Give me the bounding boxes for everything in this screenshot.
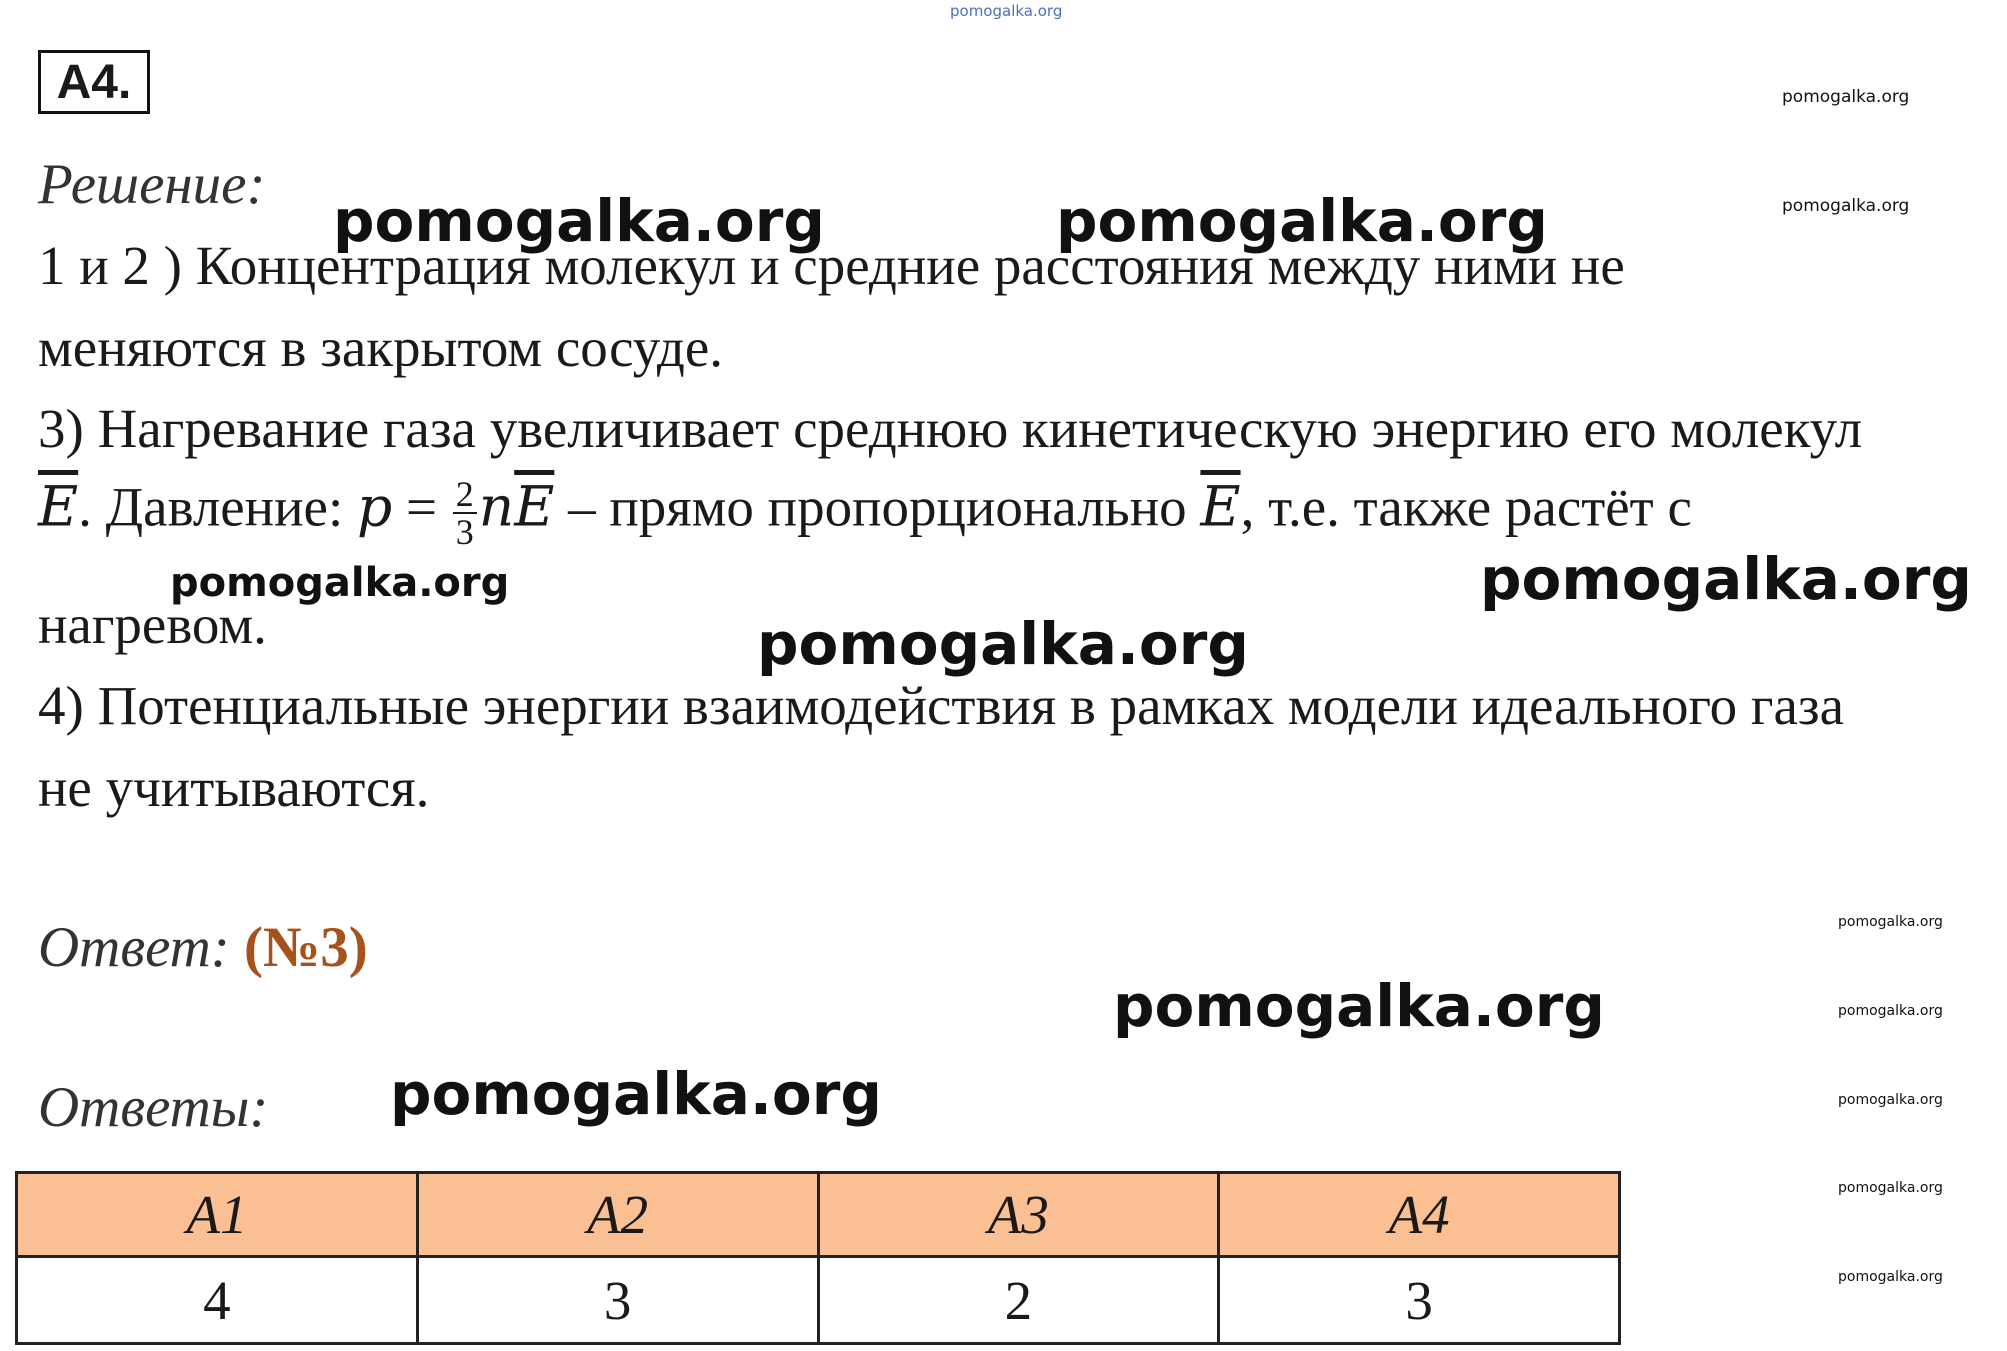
solution-line-4 [38,476,1692,550]
energy-symbol: $\overline{E}$ [38,474,79,539]
task-label: A4. [38,50,150,114]
fraction-denominator: 3 [455,512,474,552]
solution-line-7: не учитываются. [38,757,430,818]
watermark: pomogalka.org [1782,87,1910,107]
answer-line: Ответ: (№3) [38,916,368,979]
fraction [453,476,477,550]
energy-symbol-3: $\overline{E}$ [1200,474,1241,539]
concentration-symbol: n [478,474,515,539]
watermark: pomogalka.org [1113,972,1605,1040]
proportional-text: – прямо пропорционально [554,476,1201,538]
watermark: pomogalka.org [1838,914,1943,930]
watermark: pomogalka.org [390,1060,882,1128]
watermark: pomogalka.org [1838,1180,1943,1196]
solution-line-1: 1 и 2 ) Концентрация молекул и средние расстояния между ними не [38,235,1625,296]
watermark: pomogalka.org [1838,1092,1943,1108]
answers-header-cell: A3 [818,1173,1219,1257]
answers-value-cell: 4 [17,1257,418,1344]
pressure-symbol: p [357,474,393,539]
answers-header-cell: A1 [17,1173,418,1257]
answers-value-row [17,1257,1620,1344]
top-watermark: pomogalka.org [950,2,1063,20]
watermark: pomogalka.org [1838,1003,1943,1019]
watermark: pomogalka.org [333,187,825,255]
answers-header-cell: A2 [417,1173,818,1257]
solution-line-2: меняются в закрытом сосуде. [38,317,723,378]
growth-text: , т.е. также растёт с [1240,476,1692,538]
watermark: pomogalka.org [1056,187,1548,255]
equals-sign: = [392,476,451,538]
watermark: pomogalka.org [1838,1269,1943,1285]
answer-value: (№3) [244,916,368,979]
answer-heading: Ответ [38,916,211,979]
solution-heading: Решение: [38,153,266,216]
solution-line-5: нагревом. [38,594,267,655]
watermark: pomogalka.org [170,560,510,606]
pressure-label: . Давление: [78,476,357,538]
solution-line-3: 3) Нагревание газа увеличивает среднюю кинетическую энергию его молекул [38,398,1863,459]
answers-value-cell: 2 [818,1257,1219,1344]
watermark: pomogalka.org [1782,196,1910,216]
watermark: pomogalka.org [757,610,1249,678]
energy-symbol-2: $\overline{E}$ [514,474,555,539]
answers-value-cell: 3 [417,1257,818,1344]
answers-header-row [17,1173,1620,1257]
answers-heading: Ответы: [38,1076,269,1139]
fraction-numerator: 2 [453,476,477,514]
answers-value-cell: 3 [1219,1257,1620,1344]
answers-table [15,1171,1621,1345]
watermark: pomogalka.org [1480,545,1972,613]
solution-line-6: 4) Потенциальные энергии взаимодействия в рамках модели идеального газа [38,675,1845,736]
answers-header-cell: A4 [1219,1173,1620,1257]
